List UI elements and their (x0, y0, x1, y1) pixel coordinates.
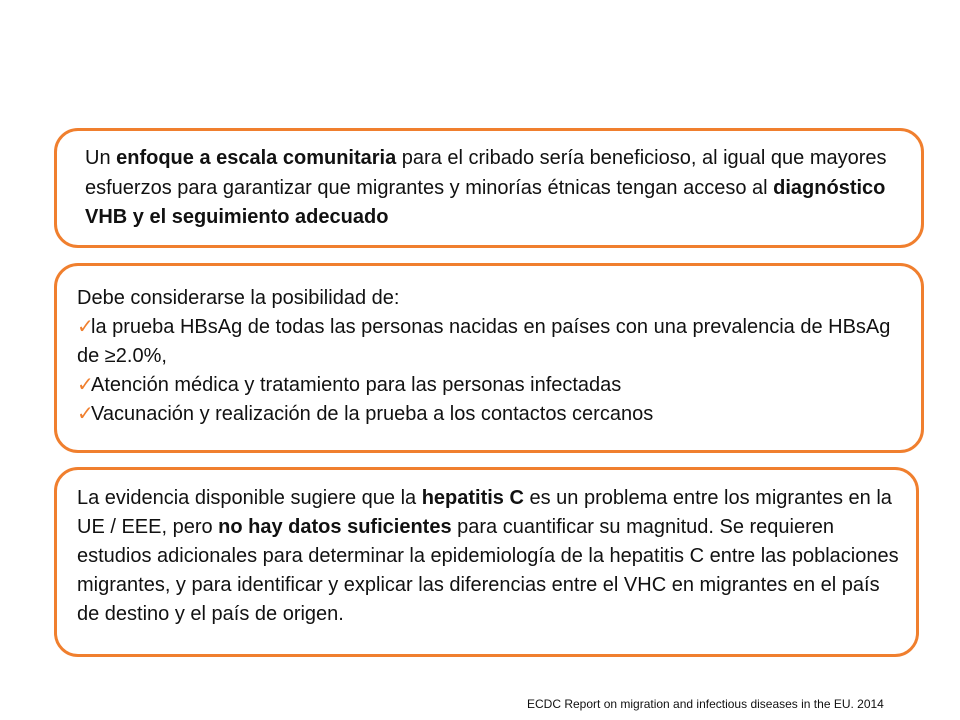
hepatitis-c-evidence-box (54, 467, 919, 657)
checkmark-icon: ✓ (77, 403, 94, 425)
considerations-item-label: la prueba HBsAg de todas las personas nacidas en países con una prevalencia de HBsAg de ≥2.0%, (77, 316, 891, 367)
checkmark-icon: ✓ (77, 316, 94, 338)
considerations-item (77, 400, 905, 429)
considerations-item (77, 371, 905, 400)
emphasis-insufficient-data: no hay datos suficientes (218, 516, 452, 538)
text-segment: para el cribado sería beneficioso, al igual que mayores esfuerzos para garantizar que migrantes y minorías étnicas tengan acceso al (85, 147, 887, 199)
text-segment: Un (85, 147, 117, 169)
emphasis-hbv-diagnosis: diagnóstico VHB y el seguimiento adecuado (85, 176, 886, 228)
considerations-box (54, 263, 924, 453)
community-approach-box (54, 128, 924, 248)
text-segment: La evidencia disponible sugiere que la (77, 487, 422, 509)
hepatitis-c-evidence-text (77, 484, 900, 629)
text-segment: es un problema entre los migrantes en la UE / EEE, pero (77, 487, 892, 538)
community-approach-text (85, 144, 903, 233)
considerations-intro: Debe considerarse la posibilidad de: (77, 287, 400, 309)
considerations-item (77, 313, 905, 371)
emphasis-community-approach: enfoque a escala comunitaria (116, 147, 397, 169)
checkmark-icon: ✓ (77, 374, 94, 396)
considerations-item-label: Vacunación y realización de la prueba a los contactos cercanos (91, 403, 654, 425)
considerations-item-label: Atención médica y tratamiento para las personas infectadas (91, 374, 622, 396)
source-citation: ECDC Report on migration and infectious diseases in the EU. 2014 (527, 697, 884, 711)
emphasis-hepatitis-c: hepatitis C (421, 487, 524, 509)
text-segment: para cuantificar su magnitud. Se requieren estudios adicionales para determinar la epidemiología de la hepatitis C entre las poblaciones migrantes, y para identificar y explicar las diferencias entre el VHC en migrantes en el país de destino y el país de origen. (77, 516, 899, 625)
